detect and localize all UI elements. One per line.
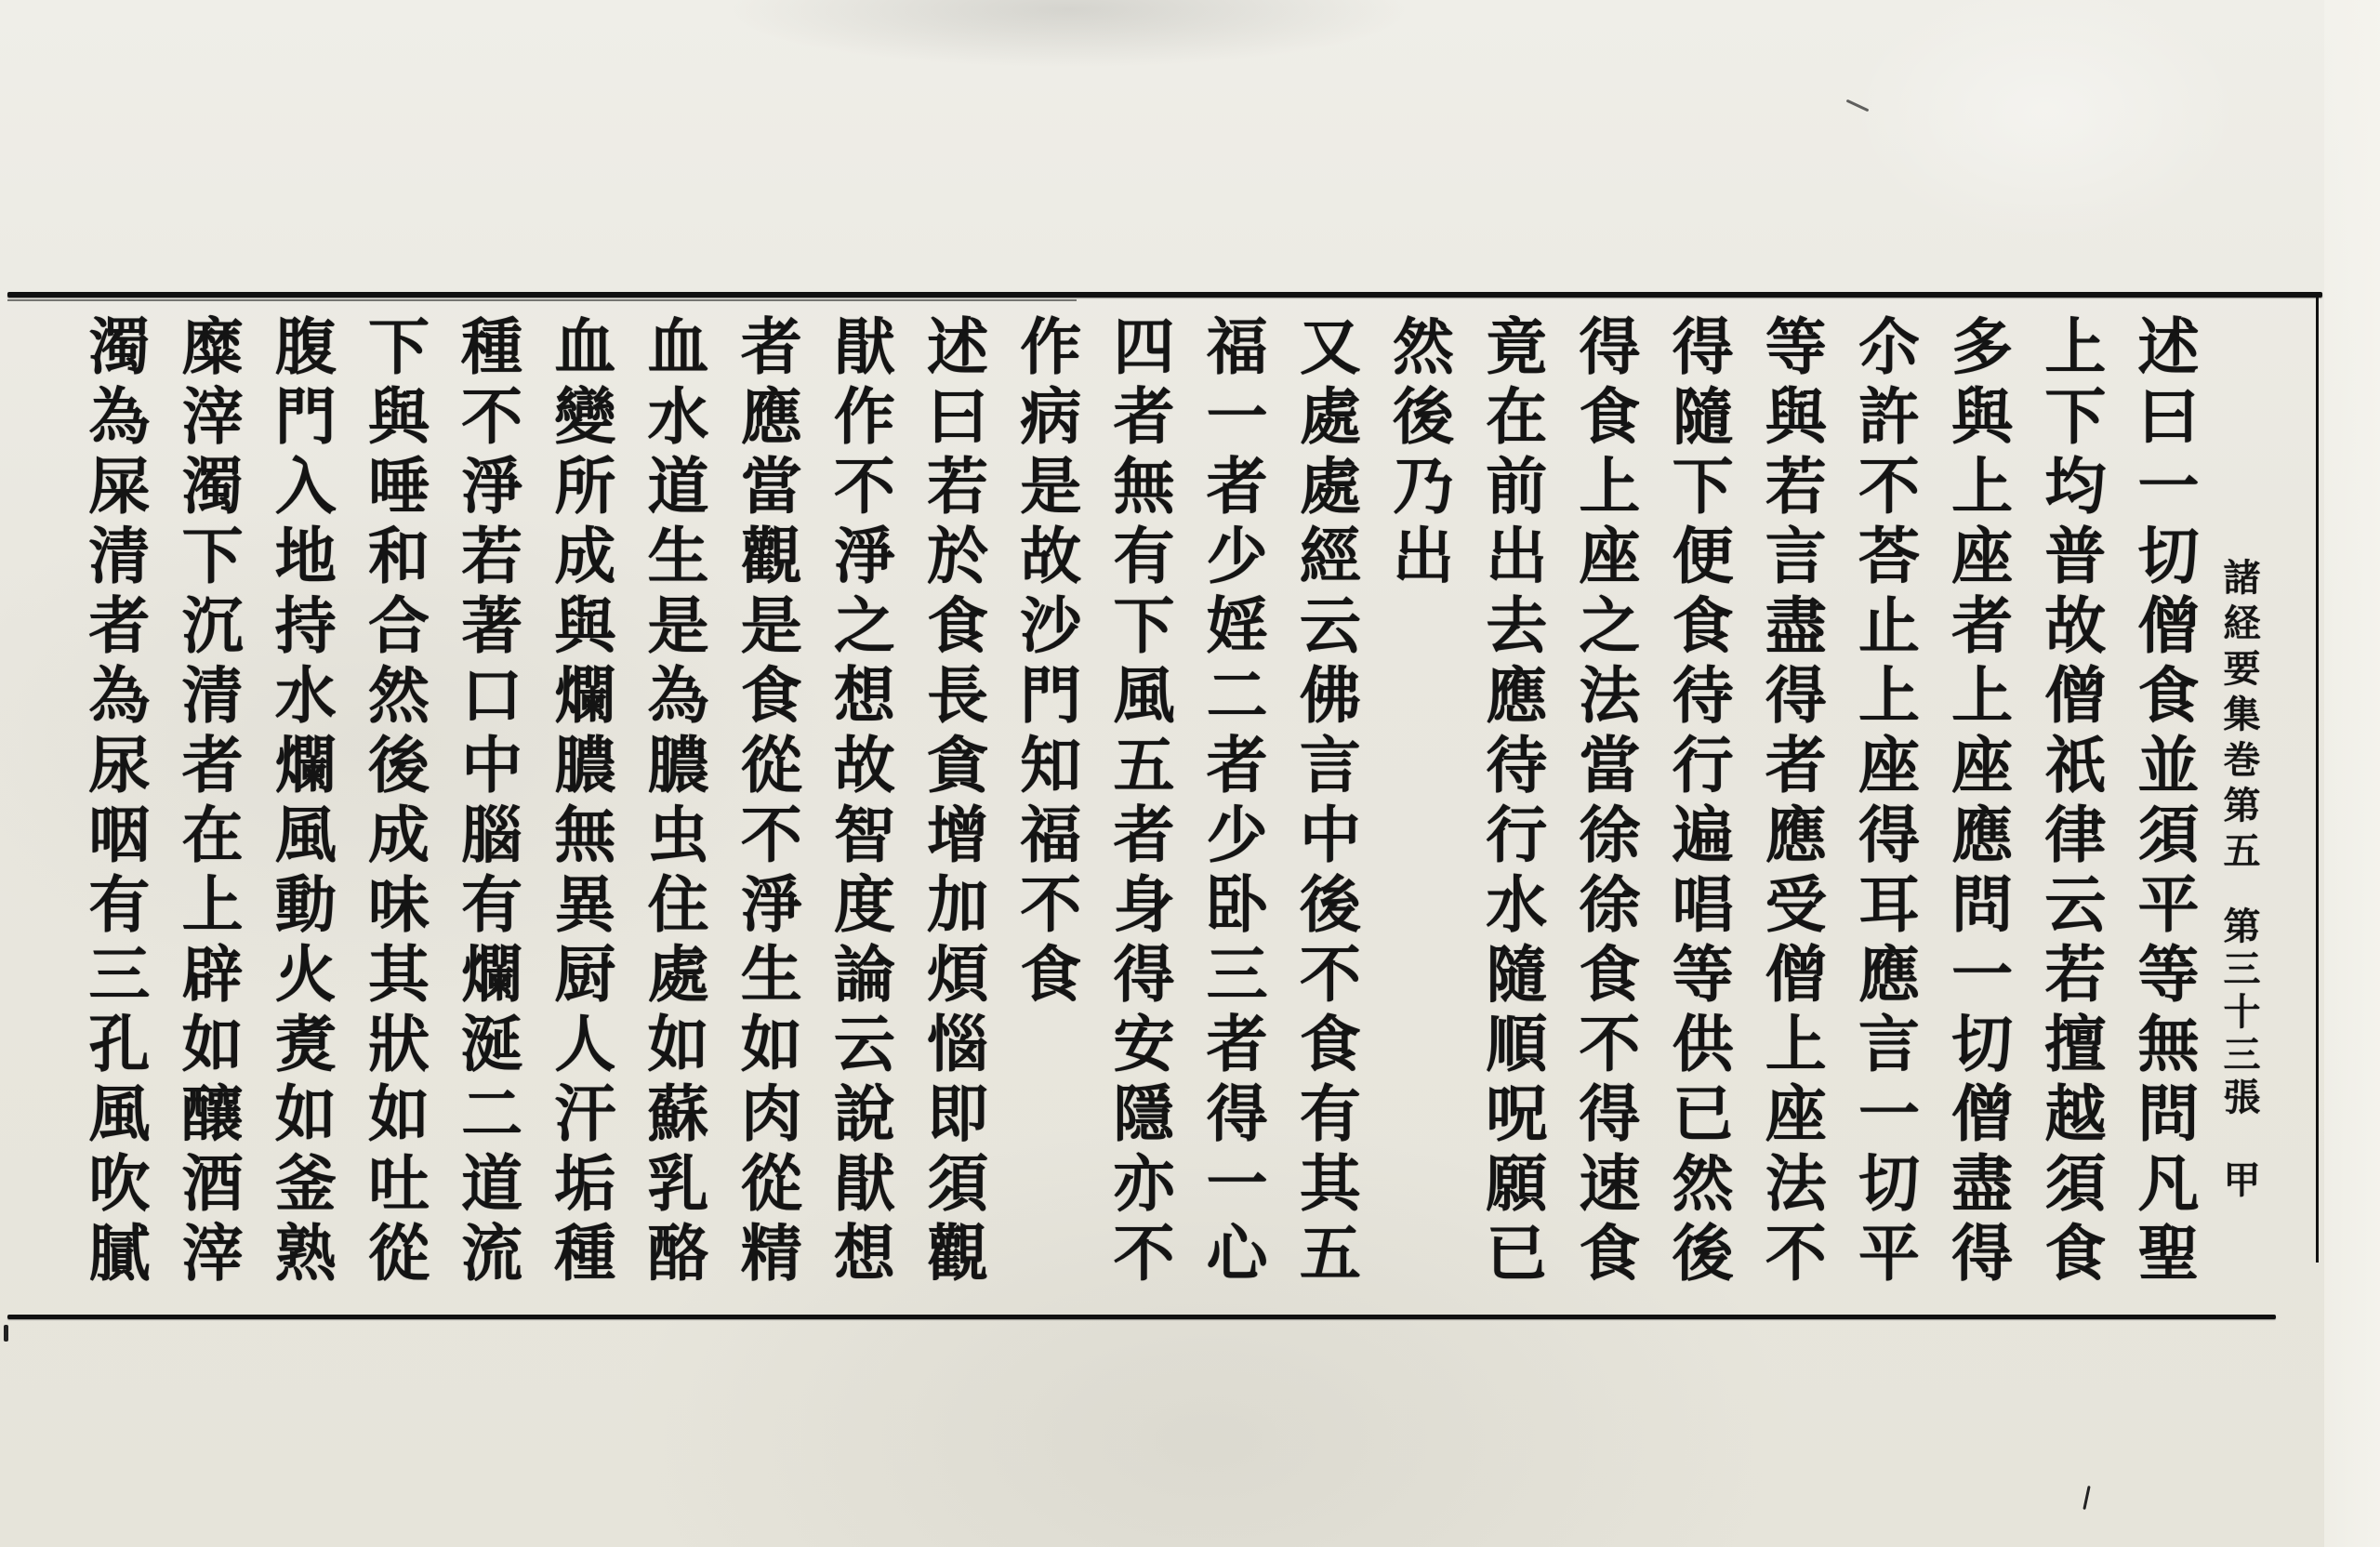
text-column: 血水道生是為膿虫住處如蘇乳酪 [637, 314, 709, 1290]
margin-leaf-number: 第三十三張 [2217, 906, 2261, 1120]
text-column: 濁為屎清者為尿咽有三孔風吹膩 [77, 314, 151, 1290]
text-column: 述曰一切僧食並須平等無問凡聖 [2127, 314, 2200, 1290]
text-column: 等與若言盡得者應受僧上座法不 [1754, 314, 1828, 1290]
outer-margin [2324, 0, 2380, 1547]
text-column: 四者無有下風五者身得安隱亦不 [1102, 314, 1175, 1290]
text-column: 猒作不淨之想故智度論云說猒想 [823, 314, 896, 1290]
text-column: 尒許不荅止上座得耳應言一切平 [1847, 314, 1921, 1290]
ink-blemish [1846, 99, 1870, 112]
text-column: 種不淨若著口中腦有爛涎二道流 [450, 314, 523, 1290]
text-column: 腹門入地持水爛風動火煑如釜熟 [264, 314, 337, 1290]
frame-top-inner-rule [7, 299, 1077, 301]
text-column: 福一者少婬二者少卧三者得一心 [1196, 314, 1269, 1290]
text-column: 血變所成與爛膿無異厨人汗垢種 [543, 314, 616, 1290]
text-column: 糜滓濁下沉清者在上辟如釀酒滓 [171, 314, 245, 1290]
text-column: 得食上座之法當徐徐食不得速食 [1567, 314, 1641, 1290]
text-column: 竟在前出去應待行水隨順呪願已 [1474, 314, 1548, 1290]
frame-top-rule [7, 292, 2322, 298]
margin-book-title: 諸経要集巻第五 [2217, 558, 2261, 877]
ink-blemish [2082, 1486, 2090, 1510]
text-column: 然後乃出 [1382, 314, 1455, 593]
margin-side-mark: 甲 [2217, 1160, 2261, 1206]
text-column: 多與上座者上座應問一切僧盡得 [1940, 314, 2014, 1290]
ink-blemish [4, 1325, 8, 1342]
text-column: 得隨下便食待行遍唱等供已然後 [1661, 314, 1735, 1290]
frame-right-rule [2316, 296, 2319, 1263]
text-column: 下與唾和合然後成味其狀如吐從 [357, 314, 430, 1290]
frame-bottom-rule [7, 1315, 2276, 1319]
text-column: 又處處經云佛言中後不食有其五 [1289, 314, 1362, 1290]
text-columns [67, 314, 2210, 1309]
text-column: 述曰若於食長貪增加煩惱即須觀 [916, 314, 989, 1290]
text-column: 上下均普故僧祇律云若擅越須食 [2033, 314, 2107, 1290]
text-column: 作病是故沙門知福不食 [1009, 314, 1082, 1012]
text-column: 者應當觀是食從不淨生如肉從精 [730, 314, 803, 1290]
